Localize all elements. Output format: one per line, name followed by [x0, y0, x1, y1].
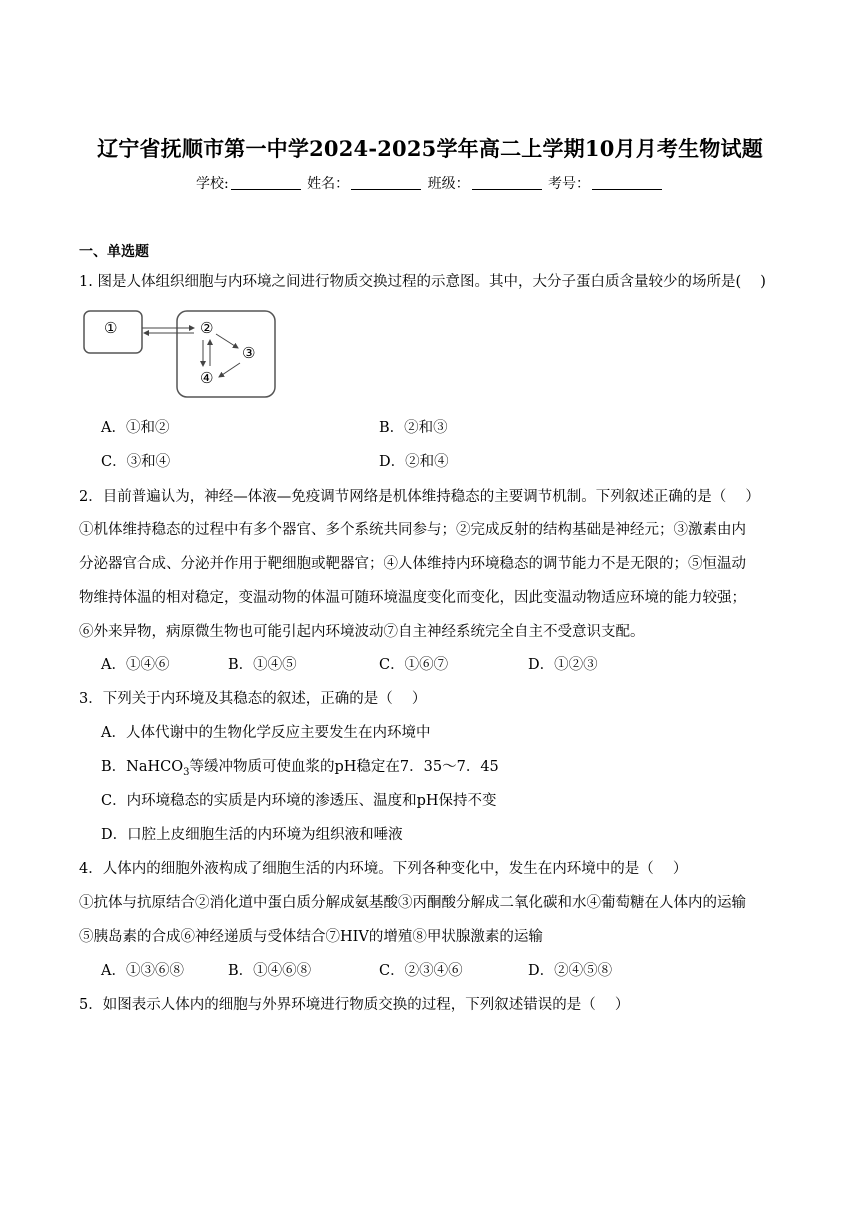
node-2: ②: [200, 319, 214, 337]
q4-option-d[interactable]: D．②④⑤⑧: [528, 963, 613, 979]
q1-option-c[interactable]: C．③和④: [101, 454, 171, 470]
q2-line: ①机体维持稳态的过程中有多个器官、多个系统共同参与；②完成反射的结构基础是神经元；③激素由内: [79, 522, 746, 538]
q4-option-b[interactable]: B．①④⑥⑧: [228, 963, 312, 979]
box-2: [177, 311, 275, 397]
q4-option-a[interactable]: A．①③⑥⑧: [101, 963, 184, 979]
q1-option-d[interactable]: D．②和④: [379, 454, 449, 470]
school-blank[interactable]: [231, 175, 301, 190]
q2-option-c[interactable]: C．①⑥⑦: [379, 657, 449, 673]
class-label: 班级：: [427, 176, 470, 192]
section-heading: 一、单选题: [79, 244, 149, 260]
q2-line: 物维持体温的相对稳定，变温动物的体温可随环境温度变化而变化，因此变温动物适应环境的能力较强；: [79, 590, 746, 606]
q4-option-c[interactable]: C．②③④⑥: [379, 963, 463, 979]
q3-option-b-pre: B．NaHCO: [101, 759, 184, 775]
q4-stem: 4．人体内的细胞外液构成了细胞生活的内环境。下列各种变化中，发生在内环境中的是（ ）: [79, 861, 688, 877]
exam-no-label: 考号：: [548, 176, 591, 192]
q2-line: 分泌器官合成、分泌并作用于靶细胞或靶器官；④人体维持内环境稳态的调节能力不是无限的；⑤恒温动: [79, 556, 746, 572]
q4-line: ⑤胰岛素的合成⑥神经递质与受体结合⑦HIV的增殖⑧甲状腺激素的运输: [79, 929, 543, 945]
page-title: 辽宁省抚顺市第一中学2024-2025学年高二上学期10月月考生物试题: [97, 136, 763, 161]
q5-stem: 5．如图表示人体内的细胞与外界环境进行物质交换的过程，下列叙述错误的是（ ）: [79, 997, 630, 1013]
name-blank[interactable]: [351, 175, 421, 190]
q1-stem: 1. 图是人体组织细胞与内环境之间进行物质交换过程的示意图。其中，大分子蛋白质含量较少的场所是( ): [79, 274, 766, 290]
node-3: ③: [242, 344, 256, 362]
q1-option-b[interactable]: B．②和③: [379, 420, 448, 436]
q1-diagram: [82, 308, 278, 400]
q3-option-b-post: 等缓冲物质可使血浆的pH稳定在7．35～7．45: [189, 759, 499, 775]
exam-no-blank[interactable]: [592, 175, 662, 190]
q3-option-b[interactable]: [101, 755, 499, 778]
student-info-line: [0, 173, 860, 193]
q3-option-d[interactable]: D．口腔上皮细胞生活的内环境为组织液和唾液: [101, 827, 403, 843]
q3-option-c[interactable]: C．内环境稳态的实质是内环境的渗透压、温度和pH保持不变: [101, 793, 497, 809]
q2-stem: 2．目前普遍认为，神经—体液—免疫调节网络是机体维持稳态的主要调节机制。下列叙述正确的是（ ）: [79, 489, 760, 505]
q2-option-d[interactable]: D．①②③: [528, 657, 598, 673]
q3-option-a[interactable]: A．人体代谢中的生物化学反应主要发生在内环境中: [101, 725, 431, 741]
arrow-2-to-3: [216, 334, 238, 348]
arrow-3-to-4: [219, 363, 240, 377]
node-1: ①: [104, 319, 118, 337]
q4-line: ①抗体与抗原结合②消化道中蛋白质分解成氨基酸③丙酮酸分解成二氧化碳和水④葡萄糖在人体内的运输: [79, 895, 746, 911]
q2-option-b[interactable]: B．①④⑤: [228, 657, 297, 673]
q3-option-b-sub: 3: [183, 766, 190, 778]
q3-stem: 3．下列关于内环境及其稳态的叙述，正确的是（ ）: [79, 691, 427, 707]
node-4: ④: [200, 369, 214, 387]
school-label: 学校:: [195, 176, 229, 192]
q2-line: ⑥外来异物，病原微生物也可能引起内环境波动⑦自主神经系统完全自主不受意识支配。: [79, 624, 645, 640]
class-blank[interactable]: [472, 175, 542, 190]
name-label: 姓名：: [307, 176, 350, 192]
q2-option-a[interactable]: A．①④⑥: [101, 657, 170, 673]
q1-option-a[interactable]: A．①和②: [101, 420, 170, 436]
